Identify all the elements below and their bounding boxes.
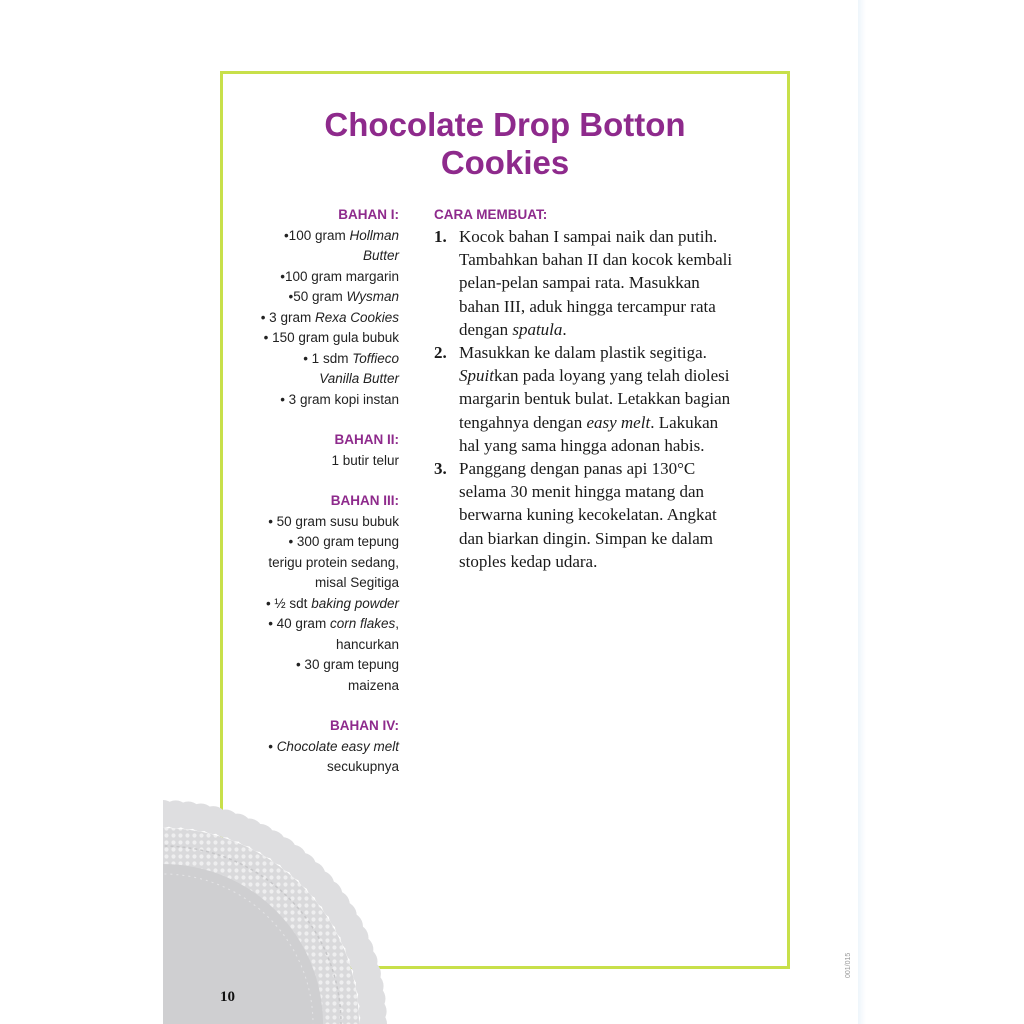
ingredient-line — [233, 532, 399, 553]
page-number: 10 — [220, 989, 235, 1005]
ingredient-line — [233, 573, 399, 594]
text-segment: . — [562, 319, 567, 339]
step-line — [459, 550, 779, 573]
ingredient-line — [233, 328, 399, 349]
recipe-title-line2: Cookies — [440, 144, 570, 181]
text-segment: dan biarkan dingin. Simpan ke dalam — [459, 528, 713, 548]
italic-term: spatula — [512, 319, 563, 339]
italic-term: Hollman — [349, 227, 399, 243]
step-line — [459, 318, 779, 341]
step-line — [459, 480, 779, 503]
ingredient-line — [233, 390, 399, 411]
text-segment: Panggang dengan panas api 130°C — [459, 459, 696, 479]
ingredient-heading: BAHAN III: — [330, 493, 399, 508]
ingredient-line — [233, 246, 399, 267]
ingredient-group-2 — [233, 430, 399, 471]
method-step — [434, 341, 779, 457]
text-segment: • 150 gram gula bubuk — [263, 330, 399, 345]
text-segment: • 50 gram susu bubuk — [268, 513, 399, 529]
method-step — [434, 457, 779, 573]
ingredient-line — [233, 655, 399, 676]
ingredient-list — [233, 512, 399, 697]
step-line — [459, 364, 779, 387]
ingredient-list — [233, 737, 399, 778]
step-line — [459, 295, 779, 318]
ingredient-line — [233, 757, 399, 778]
text-segment: terigu protein sedang, — [268, 554, 399, 570]
italic-term: Wysman — [346, 289, 399, 304]
text-segment: • 40 gram — [268, 616, 330, 631]
ingredient-line — [233, 349, 399, 370]
text-segment: margarin bentuk bulat. Letakkan bagian — [459, 389, 731, 409]
text-segment: 1 butir telur — [331, 452, 399, 468]
method-step — [434, 225, 779, 341]
ingredient-line — [233, 594, 399, 615]
ingredient-heading: BAHAN II: — [334, 432, 399, 447]
ingredient-group-4 — [233, 716, 399, 778]
text-segment: • 1 sdm — [303, 350, 353, 366]
italic-term: Rexa Cookies — [314, 309, 399, 325]
step-number: 2. — [434, 343, 447, 363]
step-line — [459, 387, 779, 410]
text-segment: • 300 gram tepung — [288, 534, 399, 549]
side-code: 001/015 — [845, 952, 852, 978]
italic-term: Toffieco — [352, 350, 399, 366]
step-line — [459, 248, 779, 271]
ingredient-heading: BAHAN IV: — [329, 718, 399, 733]
step-number: 3. — [434, 459, 447, 479]
ingredient-list — [233, 451, 399, 472]
ingredient-line — [233, 676, 399, 697]
text-segment: •100 gram margarin — [280, 268, 399, 284]
step-line — [459, 434, 779, 457]
ingredient-line — [233, 267, 399, 288]
text-segment: . Lakukan — [650, 412, 719, 432]
doily-decoration — [163, 797, 393, 1024]
recipe-title-line1: Chocolate Drop Botton — [324, 106, 686, 143]
italic-term: corn flakes — [329, 616, 396, 631]
text-segment: misal Segitiga — [314, 575, 399, 590]
text-segment: kan pada loyang yang telah diolesi — [493, 366, 730, 386]
italic-term: easy melt — [586, 412, 651, 432]
text-segment: maizena — [347, 677, 399, 693]
step-line — [459, 271, 779, 294]
ingredient-line — [233, 635, 399, 656]
text-segment: • — [268, 738, 277, 754]
text-segment: hal yang sama hingga adonan habis. — [459, 435, 705, 455]
ingredient-line — [233, 226, 399, 247]
text-segment: • 3 gram kopi instan — [280, 391, 399, 407]
text-segment: Masukkan ke dalam plastik segitiga. — [459, 343, 707, 363]
step-line — [459, 341, 779, 364]
ingredients-column — [233, 205, 399, 798]
text-segment: Kocok bahan I sampai naik dan putih. — [459, 227, 718, 246]
text-segment: • 3 gram — [260, 309, 315, 325]
text-segment: selama 30 menit hingga matang dan — [459, 482, 705, 502]
step-line — [459, 411, 779, 434]
ingredient-line — [233, 287, 399, 308]
recipe-title — [223, 106, 787, 182]
method-column — [434, 205, 779, 573]
italic-term: baking powder — [311, 595, 399, 611]
italic-term: Chocolate easy melt — [276, 738, 399, 754]
text-segment: berwarna kuning kecokelatan. Angkat — [459, 505, 717, 525]
ingredient-line — [233, 512, 399, 533]
method-steps — [434, 225, 779, 573]
text-segment: •50 gram — [288, 289, 347, 304]
ingredient-group-1 — [233, 205, 399, 410]
text-segment: dengan — [459, 319, 513, 339]
ingredient-line — [233, 614, 399, 635]
ingredient-heading: BAHAN I: — [338, 207, 399, 222]
ingredient-line — [233, 737, 399, 758]
text-segment: tengahnya dengan — [459, 412, 587, 432]
text-segment: stoples kedap udara. — [459, 551, 598, 571]
text-segment: pelan-pelan sampai rata. Masukkan — [459, 273, 700, 293]
page-edge — [858, 0, 866, 1024]
text-segment: hancurkan — [335, 636, 399, 652]
italic-term: Butter — [362, 248, 399, 263]
ingredient-list — [233, 226, 399, 411]
step-line — [459, 225, 779, 248]
ingredient-line — [233, 553, 399, 574]
step-line — [459, 503, 779, 526]
text-segment: • 30 gram tepung — [295, 657, 399, 672]
ingredient-line — [233, 451, 399, 472]
text-segment: Tambahkan bahan II dan kocok kembali — [459, 250, 733, 270]
text-segment: secukupnya — [326, 759, 399, 774]
italic-term: Vanilla Butter — [319, 371, 399, 386]
ingredient-line — [233, 369, 399, 390]
text-segment: bahan III, aduk hingga tercampur rata — [459, 296, 716, 316]
ingredient-group-3 — [233, 491, 399, 696]
method-heading: CARA MEMBUAT: — [434, 207, 548, 222]
text-segment: • ½ sdt — [265, 595, 312, 611]
text-segment: •100 gram — [283, 227, 350, 243]
step-number: 1. — [434, 227, 447, 246]
ingredient-line — [233, 308, 399, 329]
text-segment: , — [395, 616, 399, 631]
step-line — [459, 457, 779, 480]
italic-term: Spuit — [459, 366, 494, 386]
step-line — [459, 527, 779, 550]
